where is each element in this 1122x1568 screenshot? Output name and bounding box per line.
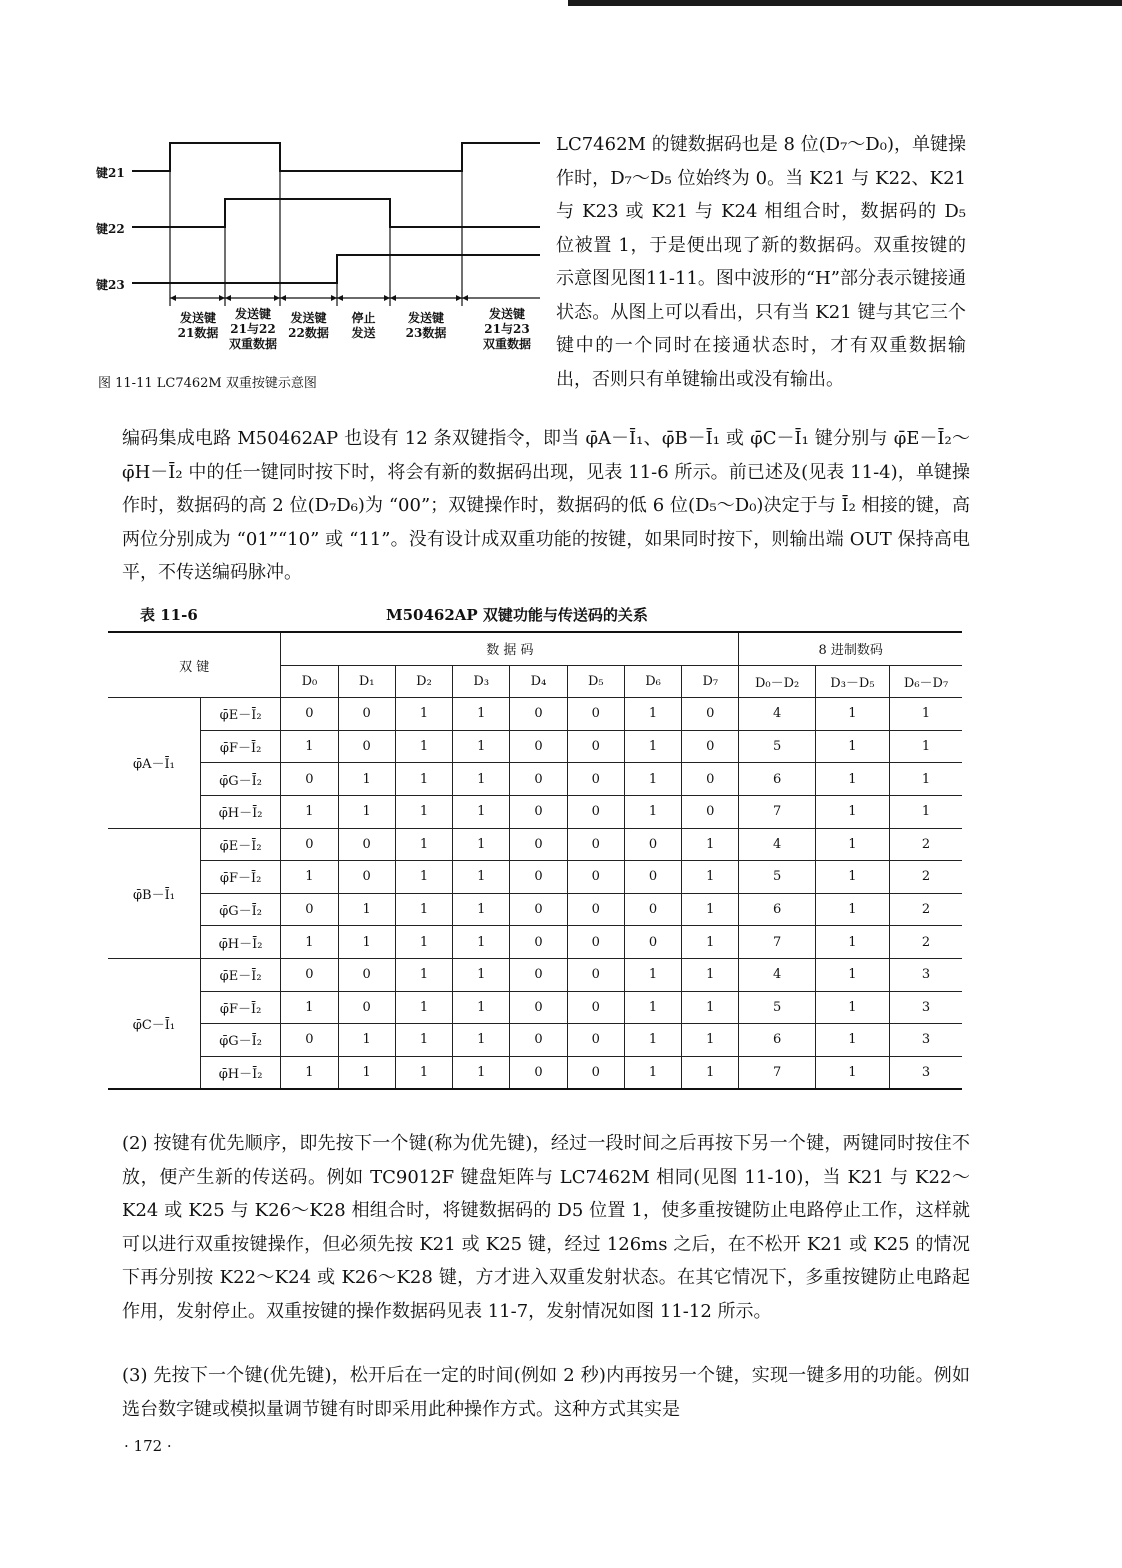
bit-cell: 1 — [338, 926, 395, 959]
bit-cell: 0 — [510, 926, 567, 959]
header-bit: D₂ — [395, 665, 452, 698]
bit-cell: 1 — [281, 861, 338, 894]
bit-cell: 1 — [395, 861, 452, 894]
table-row — [108, 1056, 962, 1089]
bit-cell: 1 — [453, 763, 510, 796]
header-octal: 8 进制数码 — [739, 632, 962, 665]
bit-cell: 1 — [281, 1056, 338, 1089]
table-row — [108, 828, 962, 861]
bit-cell: 1 — [624, 730, 681, 763]
table-row — [108, 795, 962, 828]
octal-cell: 1 — [890, 763, 962, 796]
octal-cell: 6 — [739, 763, 815, 796]
page-number: · 172 · — [124, 1437, 172, 1455]
bit-cell: 0 — [510, 861, 567, 894]
bit-cell: 0 — [281, 1024, 338, 1057]
bit-cell: 0 — [567, 926, 624, 959]
bit-cell: 1 — [682, 1056, 739, 1089]
segment-label: 发送键 21与23 双重数据 — [482, 307, 531, 351]
bit-cell: 1 — [395, 1056, 452, 1089]
bit-cell: 0 — [510, 958, 567, 991]
bit-cell: 0 — [510, 698, 567, 731]
bit-cell: 0 — [338, 730, 395, 763]
octal-cell: 1 — [890, 730, 962, 763]
bit-cell: 1 — [624, 991, 681, 1024]
table-row — [108, 991, 962, 1024]
bit-cell: 1 — [338, 1024, 395, 1057]
wave-key23 — [132, 255, 540, 283]
bit-cell: 1 — [338, 893, 395, 926]
header-bit: D₄ — [510, 665, 567, 698]
bit-cell: 0 — [510, 763, 567, 796]
octal-cell: 1 — [815, 698, 889, 731]
bit-cell: 0 — [567, 795, 624, 828]
bit-cell: 1 — [682, 926, 739, 959]
bit-cell: 0 — [281, 698, 338, 731]
bit-cell: 0 — [281, 958, 338, 991]
octal-cell: 3 — [890, 1024, 962, 1057]
bit-cell: 0 — [567, 1024, 624, 1057]
bit-cell: 0 — [567, 893, 624, 926]
octal-cell: 1 — [890, 698, 962, 731]
segment-label: 发送键 22数据 — [288, 311, 329, 340]
table-row — [108, 893, 962, 926]
bit-cell: 0 — [567, 828, 624, 861]
side-paragraph: LC7462M 的键数据码也是 8 位(D₇～D₀)，单键操作时，D₇～D₅ 位始终为 0。当 K21 与 K22、K21 与 K23 或 K21 与 K24 相组合时，数据码的 D₅ 位被置 1，于是便出现了新的数据码。双重按键的示意图见图11-11。图中波形的“H”部分表示键接通状态。从图上可以看出，只有当 K21 键与其它三个键中的一个同时在接通状态时，才有双重数据输出，否则只有单键输出或没有输出。 — [556, 134, 966, 390]
bit-cell: 1 — [682, 861, 739, 894]
bit-cell: 1 — [395, 795, 452, 828]
octal-cell: 3 — [890, 958, 962, 991]
bit-cell: 1 — [338, 763, 395, 796]
bit-cell: 0 — [682, 795, 739, 828]
group-key-cell: φ̄B－Ī₁ — [108, 828, 200, 958]
pair-key-cell: φ̄H－Ī₂ — [200, 1056, 280, 1089]
bit-cell: 1 — [453, 730, 510, 763]
bit-cell: 1 — [338, 795, 395, 828]
octal-cell: 1 — [815, 1024, 889, 1057]
bit-cell: 0 — [338, 991, 395, 1024]
bit-cell: 1 — [395, 893, 452, 926]
bit-cell: 0 — [624, 893, 681, 926]
bit-cell: 0 — [682, 730, 739, 763]
pair-key-cell: φ̄G－Ī₂ — [200, 763, 280, 796]
bit-cell: 1 — [682, 893, 739, 926]
bit-cell: 0 — [510, 1056, 567, 1089]
bit-cell: 0 — [510, 730, 567, 763]
bit-cell: 0 — [281, 763, 338, 796]
table-row — [108, 926, 962, 959]
bit-cell: 1 — [453, 1056, 510, 1089]
scan-edge — [568, 0, 1122, 6]
header-bit: D₀ — [281, 665, 338, 698]
bit-cell: 1 — [453, 1024, 510, 1057]
octal-cell: 1 — [815, 958, 889, 991]
table-label: 表 11-6 — [140, 606, 198, 624]
table-row — [108, 730, 962, 763]
table-row — [108, 763, 962, 796]
octal-cell: 1 — [890, 795, 962, 828]
segment-label: 停止 发送 — [351, 311, 376, 340]
bit-cell: 1 — [395, 698, 452, 731]
octal-cell: 3 — [890, 1056, 962, 1089]
pair-key-cell: φ̄G－Ī₂ — [200, 1024, 280, 1057]
bit-cell: 1 — [281, 991, 338, 1024]
wave-key22 — [132, 199, 540, 227]
header-octal-col: D₃－D₅ — [815, 665, 889, 698]
wave-label-key21: 键21 — [96, 166, 125, 180]
octal-cell: 2 — [890, 893, 962, 926]
header-octal-col: D₀－D₂ — [739, 665, 815, 698]
bit-cell: 0 — [682, 698, 739, 731]
figure-caption: 图 11-11 LC7462M 双重按键示意图 — [98, 376, 317, 391]
group-key-cell: φ̄C－Ī₁ — [108, 958, 200, 1089]
bit-cell: 1 — [453, 926, 510, 959]
octal-cell: 4 — [739, 958, 815, 991]
bit-cell: 0 — [338, 698, 395, 731]
bit-cell: 0 — [338, 958, 395, 991]
pair-key-cell: φ̄G－Ī₂ — [200, 893, 280, 926]
octal-cell: 2 — [890, 861, 962, 894]
bit-cell: 0 — [567, 991, 624, 1024]
bit-cell: 0 — [338, 828, 395, 861]
octal-cell: 5 — [739, 861, 815, 894]
bit-cell: 1 — [682, 1024, 739, 1057]
bit-cell: 1 — [453, 893, 510, 926]
bit-cell: 1 — [624, 795, 681, 828]
octal-cell: 1 — [815, 828, 889, 861]
bit-cell: 1 — [682, 991, 739, 1024]
octal-cell: 1 — [815, 991, 889, 1024]
header-bit: D₅ — [567, 665, 624, 698]
bit-cell: 0 — [510, 828, 567, 861]
waveform-figure — [92, 128, 548, 398]
bit-cell: 1 — [395, 763, 452, 796]
bit-cell: 0 — [624, 926, 681, 959]
bit-cell: 0 — [567, 763, 624, 796]
bit-cell: 1 — [453, 861, 510, 894]
bit-cell: 0 — [281, 893, 338, 926]
bit-cell: 0 — [567, 861, 624, 894]
octal-cell: 2 — [890, 926, 962, 959]
bit-cell: 1 — [395, 958, 452, 991]
bit-cell: 0 — [567, 958, 624, 991]
octal-cell: 4 — [739, 828, 815, 861]
bit-cell: 1 — [395, 991, 452, 1024]
octal-cell: 6 — [739, 893, 815, 926]
table-row — [108, 958, 962, 991]
bit-cell: 0 — [510, 1024, 567, 1057]
octal-cell: 7 — [739, 795, 815, 828]
table-row — [108, 1024, 962, 1057]
bit-cell: 0 — [624, 828, 681, 861]
header-bit: D₃ — [453, 665, 510, 698]
table-row — [108, 698, 962, 731]
header-dual-key: 双 键 — [108, 632, 281, 698]
bit-cell: 1 — [682, 828, 739, 861]
paragraph-3: (3) 先按下一个键(优先键)，松开后在一定的时间(例如 2 秒)内再按另一个键，实现一键多用的功能。例如选台数字键或模拟量调节键有时即采用此种操作方式。这种方式其实是 — [122, 1365, 970, 1420]
pair-key-cell: φ̄E－Ī₂ — [200, 828, 280, 861]
segment-label: 发送键 23数据 — [405, 311, 447, 340]
bit-cell: 1 — [395, 926, 452, 959]
paragraph-1: 编码集成电路 M50462AP 也设有 12 条双键指令，即当 φ̄A－Ī₁、φ̄B－Ī₁ 或 φ̄C－Ī₁ 键分别与 φ̄E－Ī₂～φ̄H－Ī₂ 中的任一键同时按下时，将会有新的数据码出现，见表 11-6 所示。前已述及(见表 11-4)，单键操作时，数据码的高 2 位(D₇D₆)为 “00”；双键操作时，数据码的低 6 位(D₅～D₀)决定于与 Ī₂ 相接的键，高两位分别成为 “01”“10” 或 “11”。没有设计成双重功能的按键，如果同时按下，则输出端 OUT 保持高电平，不传送编码脉冲。 — [122, 428, 970, 583]
bit-cell: 1 — [624, 763, 681, 796]
octal-cell: 1 — [815, 763, 889, 796]
bit-cell: 0 — [510, 795, 567, 828]
pair-key-cell: φ̄F－Ī₂ — [200, 991, 280, 1024]
header-bit: D₁ — [338, 665, 395, 698]
wave-key21 — [132, 143, 540, 171]
octal-cell: 1 — [815, 730, 889, 763]
octal-cell: 1 — [815, 926, 889, 959]
bit-cell: 0 — [510, 991, 567, 1024]
pair-key-cell: φ̄E－Ī₂ — [200, 698, 280, 731]
pair-key-cell: φ̄E－Ī₂ — [200, 958, 280, 991]
octal-cell: 6 — [739, 1024, 815, 1057]
pair-key-cell: φ̄H－Ī₂ — [200, 926, 280, 959]
bit-cell: 1 — [453, 795, 510, 828]
bit-cell: 0 — [567, 1056, 624, 1089]
octal-cell: 3 — [890, 991, 962, 1024]
bit-cell: 1 — [453, 698, 510, 731]
pair-key-cell: φ̄F－Ī₂ — [200, 730, 280, 763]
table-body — [108, 698, 962, 1090]
wave-label-key23: 键23 — [96, 278, 125, 292]
octal-cell: 5 — [739, 730, 815, 763]
bit-cell: 1 — [338, 1056, 395, 1089]
group-key-cell: φ̄A－Ī₁ — [108, 698, 200, 828]
bit-cell: 1 — [395, 730, 452, 763]
bit-cell: 1 — [682, 958, 739, 991]
wave-label-key22: 键22 — [96, 222, 125, 236]
header-bit: D₆ — [624, 665, 681, 698]
octal-cell: 1 — [815, 795, 889, 828]
bit-cell: 0 — [338, 861, 395, 894]
octal-cell: 4 — [739, 698, 815, 731]
bit-cell: 1 — [453, 958, 510, 991]
octal-cell: 7 — [739, 926, 815, 959]
bit-cell: 1 — [624, 958, 681, 991]
bit-cell: 0 — [567, 730, 624, 763]
header-octal-col: D₆－D₇ — [890, 665, 962, 698]
octal-cell: 1 — [815, 861, 889, 894]
octal-cell: 7 — [739, 1056, 815, 1089]
bit-cell: 1 — [395, 1024, 452, 1057]
bit-cell: 1 — [624, 1024, 681, 1057]
bit-cell: 0 — [281, 828, 338, 861]
octal-cell: 1 — [815, 893, 889, 926]
bit-cell: 1 — [281, 730, 338, 763]
bit-cell: 0 — [510, 893, 567, 926]
bit-cell: 0 — [567, 698, 624, 731]
header-bit: D₇ — [682, 665, 739, 698]
bit-cell: 1 — [395, 828, 452, 861]
bit-cell: 0 — [624, 861, 681, 894]
segment-label: 发送键 21与22 双重数据 — [228, 307, 277, 351]
bit-cell: 1 — [624, 1056, 681, 1089]
pair-key-cell: φ̄F－Ī₂ — [200, 861, 280, 894]
bit-cell: 0 — [682, 763, 739, 796]
octal-cell: 1 — [815, 1056, 889, 1089]
header-data-code: 数 据 码 — [281, 632, 739, 665]
segment-label: 发送键 21数据 — [177, 311, 219, 340]
bit-cell: 1 — [624, 698, 681, 731]
bit-cell: 1 — [281, 795, 338, 828]
table-row — [108, 861, 962, 894]
bit-cell: 1 — [281, 926, 338, 959]
table-title: M50462AP 双键功能与传送码的关系 — [386, 606, 648, 624]
paragraph-2: (2) 按键有优先顺序，即先按下一个键(称为优先键)，经过一段时间之后再按下另一个键，两键同时按住不放，便产生新的传送码。例如 TC9012F 键盘矩阵与 LC7462M 相同(见图 11-10)，当 K21 与 K22～K24 或 K25 与 K26～K28 相组合时，将键数据码的 D5 位置 1，使多重按键防止电路停止工作，这样就可以进行双重按键操作，但必须先按 K21 或 K25 键，经过 126ms 之后，在不松开 K21 或 K25 的情况下再分别按 K22～K24 或 K26～K28 键，方才进入双重发射状态。在其它情况下，多重按键防止电路起作用，发射停止。双重按键的操作数据码见表 11-7，发射情况如图 11-12 所示。 — [122, 1133, 970, 1322]
bit-cell: 1 — [453, 828, 510, 861]
octal-cell: 5 — [739, 991, 815, 1024]
pair-key-cell: φ̄H－Ī₂ — [200, 795, 280, 828]
bit-cell: 1 — [453, 991, 510, 1024]
data-table — [108, 631, 962, 1090]
octal-cell: 2 — [890, 828, 962, 861]
